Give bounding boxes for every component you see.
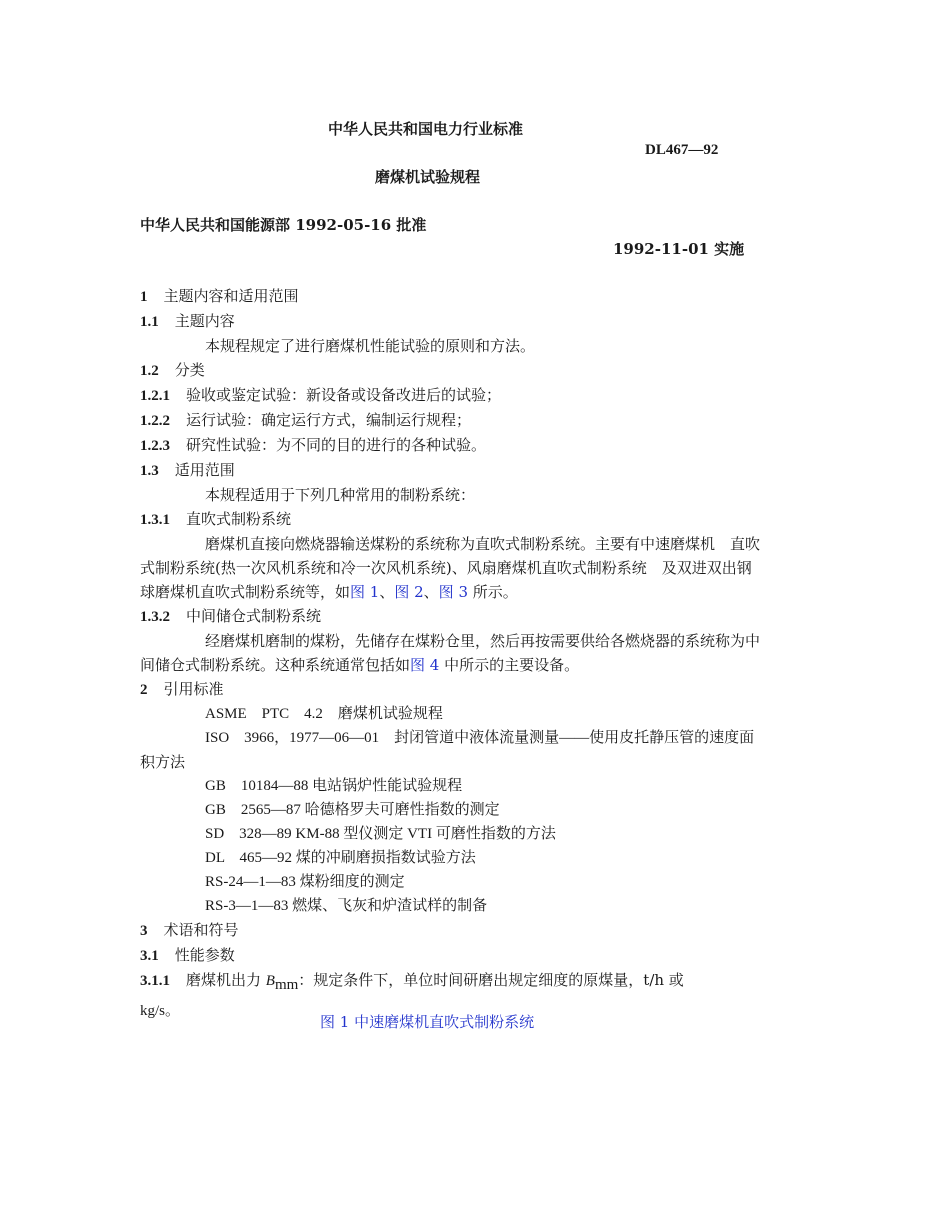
reference-item: GB 2565—87 哈德格罗夫可磨性指数的测定 bbox=[205, 802, 500, 818]
reference-item: SD 328—89 KM-88 型仪测定 VTI 可磨性指数的方法 bbox=[205, 826, 556, 842]
symbol: B bbox=[265, 973, 275, 989]
section-heading bbox=[140, 918, 812, 943]
figure-link[interactable]: 图 4 bbox=[410, 656, 440, 674]
section-number: 3.1 bbox=[140, 948, 159, 964]
section-number: 1.2 bbox=[140, 363, 159, 379]
paragraph: 本规程规定了进行磨煤机性能试验的原则和方法。 bbox=[205, 337, 536, 355]
section-number: 1.2.3 bbox=[140, 438, 170, 454]
text-span: 验收或鉴定试验：新设备或设备改进后的试验； bbox=[186, 386, 502, 404]
paragraph-line: 经磨煤机磨制的煤粉，先储存在煤粉仓里，然后再按需要供给各燃烧器的系统称为中 bbox=[205, 632, 761, 650]
figure-link[interactable]: 图 1 bbox=[350, 583, 380, 601]
text-span: 术语和符号 bbox=[163, 921, 239, 939]
text-span: 运行试验：确定运行方式，编制运行规程； bbox=[186, 411, 472, 429]
figure-caption[interactable]: 图 1 中速磨煤机直吹式制粉系统 bbox=[320, 1013, 535, 1031]
text-span: 所示。 bbox=[467, 583, 518, 601]
reference-item: RS-24—1—83 煤粉细度的测定 bbox=[205, 874, 405, 890]
text-span: 分类 bbox=[174, 361, 205, 379]
text-span: 球磨煤机直吹式制粉系统等，如 bbox=[140, 583, 351, 601]
figure-link[interactable]: 图 2 bbox=[394, 583, 424, 601]
section-number: 1.3.2 bbox=[140, 609, 170, 625]
section-heading bbox=[140, 358, 812, 383]
reference-item: ISO 3966，1977—06—01 封闭管道中液体流量测量——使用皮托静压管的速度面 bbox=[205, 730, 755, 746]
paragraph-line: 式制粉系统(热一次风机系统和冷一次风机系统)、风扇磨煤机直吹式制粉系统 及双进双出钢 bbox=[140, 559, 752, 577]
text-span: 、 bbox=[423, 583, 439, 601]
standard-code: DL467—92 bbox=[645, 142, 719, 158]
reference-item: DL 465—92 煤的冲刷磨损指数试验方法 bbox=[205, 850, 476, 866]
section-heading bbox=[140, 943, 812, 968]
section-heading bbox=[140, 507, 812, 532]
paragraph-line bbox=[140, 653, 812, 677]
section-heading bbox=[140, 677, 812, 702]
text-span: 主题内容和适用范围 bbox=[163, 287, 299, 305]
approval-line: 中华人民共和国能源部 1992-05-16 批准 bbox=[140, 216, 427, 234]
reference-item: RS-3—1—83 燃煤、飞灰和炉渣试样的制备 bbox=[205, 898, 488, 914]
text-span: 引用标准 bbox=[163, 680, 224, 698]
section-heading bbox=[140, 458, 812, 483]
list-item bbox=[140, 383, 812, 408]
text-span: 主题内容 bbox=[174, 312, 235, 330]
text-span: 中所示的主要设备。 bbox=[439, 656, 580, 674]
section-heading bbox=[140, 604, 812, 629]
reference-item-cont: 积方法 bbox=[140, 753, 186, 771]
section-number: 1.1 bbox=[140, 314, 159, 330]
section-number: 3 bbox=[140, 923, 148, 939]
text-span: 磨煤机出力 bbox=[186, 971, 266, 989]
list-item bbox=[140, 408, 812, 433]
list-item bbox=[140, 433, 812, 458]
text-span: 中间储仓式制粉系统 bbox=[186, 607, 322, 625]
definition-item bbox=[140, 968, 812, 993]
paragraph-line: 磨煤机直接向燃烧器输送煤粉的系统称为直吹式制粉系统。主要有中速磨煤机 直吹 bbox=[205, 535, 761, 553]
section-number: 3.1.1 bbox=[140, 973, 170, 989]
standard-org-title: 中华人民共和国电力行业标准 bbox=[328, 120, 524, 138]
reference-item: GB 10184—88 电站锅炉性能试验规程 bbox=[205, 778, 463, 794]
paragraph-line bbox=[140, 580, 812, 604]
text-span: 直吹式制粉系统 bbox=[186, 510, 292, 528]
section-number: 2 bbox=[140, 682, 148, 698]
document-title: 磨煤机试验规程 bbox=[375, 168, 481, 186]
definition-item-cont: kg/s。 bbox=[140, 1003, 181, 1019]
symbol-subscript: mm bbox=[274, 977, 299, 993]
section-number: 1.3.1 bbox=[140, 512, 170, 528]
figure-link[interactable]: 图 3 bbox=[438, 583, 468, 601]
text-span: 性能参数 bbox=[174, 946, 235, 964]
section-number: 1.2.2 bbox=[140, 413, 170, 429]
reference-item: ASME PTC 4.2 磨煤机试验规程 bbox=[205, 706, 443, 722]
section-number: 1.3 bbox=[140, 463, 159, 479]
text-span: ：规定条件下，单位时间研磨出规定细度的原煤量，t/h 或 bbox=[298, 971, 684, 989]
text-span: 适用范围 bbox=[174, 461, 235, 479]
section-number: 1 bbox=[140, 289, 148, 305]
section-number: 1.2.1 bbox=[140, 388, 170, 404]
effective-date: 1992-11-01 实施 bbox=[613, 240, 745, 258]
section-heading bbox=[140, 309, 812, 334]
text-span: 间储仓式制粉系统。这种系统通常包括如 bbox=[140, 656, 411, 674]
text-span: 、 bbox=[379, 583, 395, 601]
section-heading bbox=[140, 284, 812, 309]
text-span: 研究性试验：为不同的目的进行的各种试验。 bbox=[186, 436, 487, 454]
paragraph: 本规程适用于下列几种常用的制粉系统： bbox=[205, 486, 476, 504]
document-body bbox=[140, 284, 812, 1023]
